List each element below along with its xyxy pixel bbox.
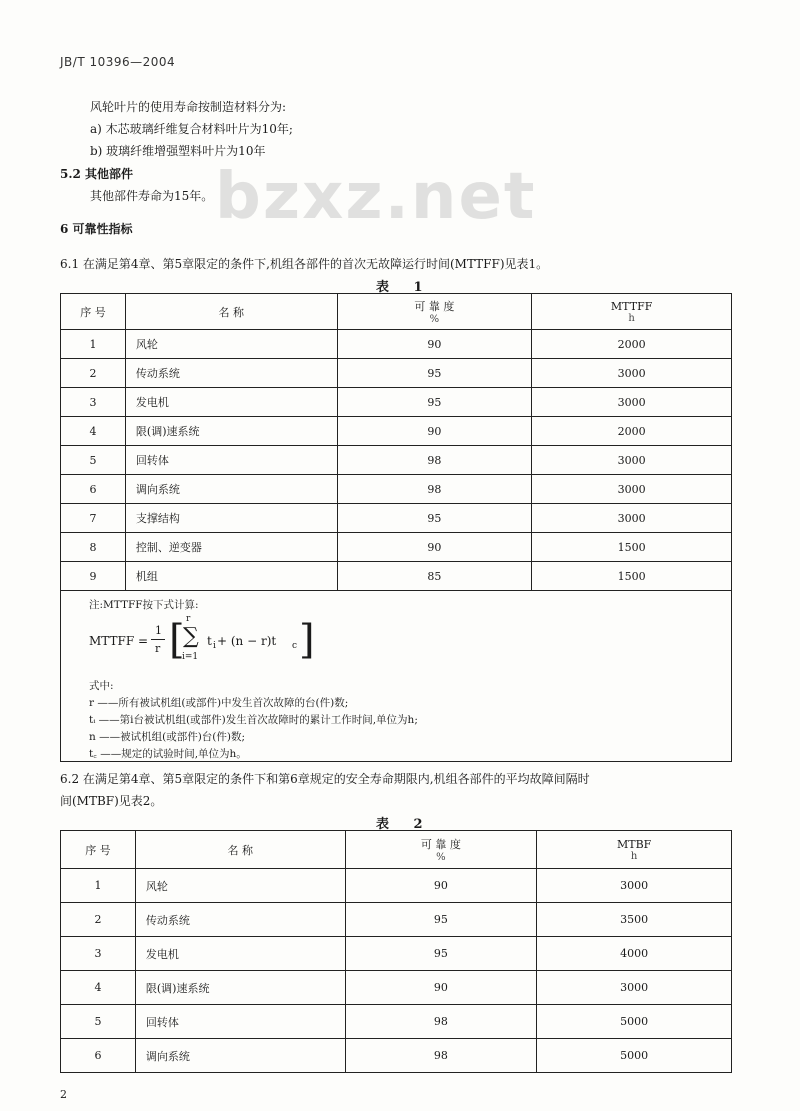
table1-header-metric-unit: h [628,312,635,324]
formula-sum-bottom: i=1 [182,652,199,662]
table2-header-row [61,831,732,869]
formula-rest: + (n − r)t [217,634,277,648]
table1-header-reliability [337,294,532,330]
table-cell-no: 3 [61,388,126,417]
document-header: JB/T 10396—2004 [60,55,176,69]
table-cell-name: 控制、逆变器 [125,533,337,562]
table-cell-metric: 3500 [537,903,732,937]
formula-frac-num: 1 [155,624,162,637]
formula-frac-line [151,639,165,640]
table1-header-metric [532,294,732,330]
section-5-2-title: 5.2 其他部件 [60,167,134,181]
table-cell-reliability: 98 [337,446,532,475]
table-cell-name: 限(调)速系统 [135,971,345,1005]
table-cell-name: 限(调)速系统 [125,417,337,446]
table-row [61,446,732,475]
table-cell-name: 机组 [125,562,337,591]
table-cell-reliability: 95 [337,359,532,388]
section-6-title: 6 可靠性指标 [60,222,133,236]
table-cell-no: 9 [61,562,126,591]
table-cell-reliability: 85 [337,562,532,591]
table1-header-reliability-label: 可 靠 度 [414,300,455,313]
table-cell-no: 3 [61,937,136,971]
section-6-2-line1: 6.2 在满足第4章、第5章限定的条件下和第6章规定的安全寿命期限内,机组各部件的平均故障间隔时 [60,772,590,786]
table-row [61,330,732,359]
table2-header-reliability-label: 可 靠 度 [420,838,461,851]
table1-caption: 表 1 [376,280,433,295]
note-title: 注:MTTFF按下式计算: [89,599,199,611]
table2 [60,830,732,1073]
table2-header-metric-label: MTBF [616,837,652,851]
table-row [61,388,732,417]
table-row [61,937,732,971]
note-line-3: n ——被试机组(或部件)台(件)数; [89,731,246,743]
table-cell-reliability: 95 [345,903,537,937]
table-cell-name: 调向系统 [135,1039,345,1073]
table-cell-reliability: 98 [337,475,532,504]
formula-sigma: ∑ [183,624,199,649]
table-row [61,1039,732,1073]
table1-note [61,591,732,762]
table-cell-no: 4 [61,971,136,1005]
table-row [61,533,732,562]
table-cell-no: 5 [61,1005,136,1039]
table-cell-metric: 3000 [532,475,732,504]
table-row [61,359,732,388]
table-row [61,475,732,504]
table-cell-metric: 5000 [537,1039,732,1073]
note-line-1: r ——所有被试机组(或部件)中发生首次故障的台(件)数; [89,697,349,709]
table-row [61,417,732,446]
table-cell-reliability: 98 [345,1039,537,1073]
table-cell-no: 6 [61,1039,136,1073]
table-cell-metric: 3000 [532,446,732,475]
formula-term: t [207,634,212,648]
table1-header-reliability-unit: % [429,314,440,325]
table-cell-metric: 3000 [532,504,732,533]
table-cell-name: 回转体 [135,1005,345,1039]
table-cell-no: 6 [61,475,126,504]
table-cell-no: 1 [61,869,136,903]
table-row [61,1005,732,1039]
table-cell-name: 风轮 [135,869,345,903]
table1-note-row [61,591,732,762]
table-cell-name: 发电机 [135,937,345,971]
note-line-2: tᵢ ——第i台被试机组(或部件)发生首次故障时的累计工作时间,单位为h; [89,714,418,726]
table1-header-no: 序 号 [61,294,126,330]
table2-header-no: 序 号 [61,831,136,869]
formula-rest-sub: c [292,641,298,651]
section-5-2-body: 其他部件寿命为15年。 [90,189,214,203]
table-cell-name: 回转体 [125,446,337,475]
table-row [61,562,732,591]
table-cell-reliability: 98 [345,1005,537,1039]
table-cell-reliability: 90 [345,869,537,903]
table-cell-name: 发电机 [125,388,337,417]
table-cell-no: 7 [61,504,126,533]
formula-bracket-right: ] [299,617,315,663]
table-cell-no: 5 [61,446,126,475]
table-cell-metric: 1500 [532,533,732,562]
table2-header-metric [537,831,732,869]
table-cell-reliability: 95 [337,504,532,533]
blade-item-a: a) 木芯玻璃纤维复合材料叶片为10年; [90,122,293,136]
table1 [60,293,732,762]
table2-header-reliability-unit: % [436,852,446,863]
table-cell-no: 4 [61,417,126,446]
table-cell-name: 传动系统 [125,359,337,388]
table-cell-no: 2 [61,903,136,937]
mttff-formula [89,614,731,672]
formula-bracket-left: [ [169,617,185,663]
table-cell-metric: 3000 [532,359,732,388]
table-cell-reliability: 95 [345,937,537,971]
formula-term-sub: i [213,641,216,651]
section-6-2-line2: 间(MTBF)见表2。 [60,794,163,808]
table-cell-metric: 3000 [537,869,732,903]
table-cell-metric: 4000 [537,937,732,971]
table2-header-metric-unit: h [630,850,638,862]
table2-header-name: 名 称 [135,831,345,869]
section-6-1-text: 6.1 在满足第4章、第5章限定的条件下,机组各部件的首次无故障运行时间(MTTFF)见表1。 [60,257,549,271]
table1-header-name: 名 称 [125,294,337,330]
table-cell-no: 1 [61,330,126,359]
table-cell-metric: 1500 [532,562,732,591]
note-line-4: t꜀ ——规定的试验时间,单位为h。 [89,748,247,760]
table-cell-no: 2 [61,359,126,388]
table-cell-metric: 2000 [532,417,732,446]
formula-frac-den: r [155,642,161,655]
table-row [61,869,732,903]
table-cell-metric: 2000 [532,330,732,359]
table-row [61,971,732,1005]
table-cell-name: 支撑结构 [125,504,337,533]
page-number: 2 [60,1088,67,1101]
table-cell-no: 8 [61,533,126,562]
table1-header-row [61,294,732,330]
table-cell-metric: 5000 [537,1005,732,1039]
table-cell-name: 调向系统 [125,475,337,504]
blade-intro: 风轮叶片的使用寿命按制造材料分为: [90,100,287,114]
table2-caption: 表 2 [376,817,433,832]
formula-lhs: MTTFF = [89,634,149,648]
table-row [61,903,732,937]
watermark: bzxz.net [215,160,537,234]
formula-sum-top: r [186,614,191,624]
table-cell-name: 传动系统 [135,903,345,937]
blade-item-b: b) 玻璃纤维增强塑料叶片为10年 [90,144,266,158]
table-cell-reliability: 95 [337,388,532,417]
table-cell-name: 风轮 [125,330,337,359]
table2-header-reliability [345,831,537,869]
table1-header-metric-label: MTTFF [610,299,653,313]
table-cell-metric: 3000 [537,971,732,1005]
table-row [61,504,732,533]
table-cell-reliability: 90 [337,330,532,359]
table-cell-reliability: 90 [337,417,532,446]
table-cell-reliability: 90 [345,971,537,1005]
note-where: 式中: [89,680,114,692]
table-cell-reliability: 90 [337,533,532,562]
table-cell-metric: 3000 [532,388,732,417]
